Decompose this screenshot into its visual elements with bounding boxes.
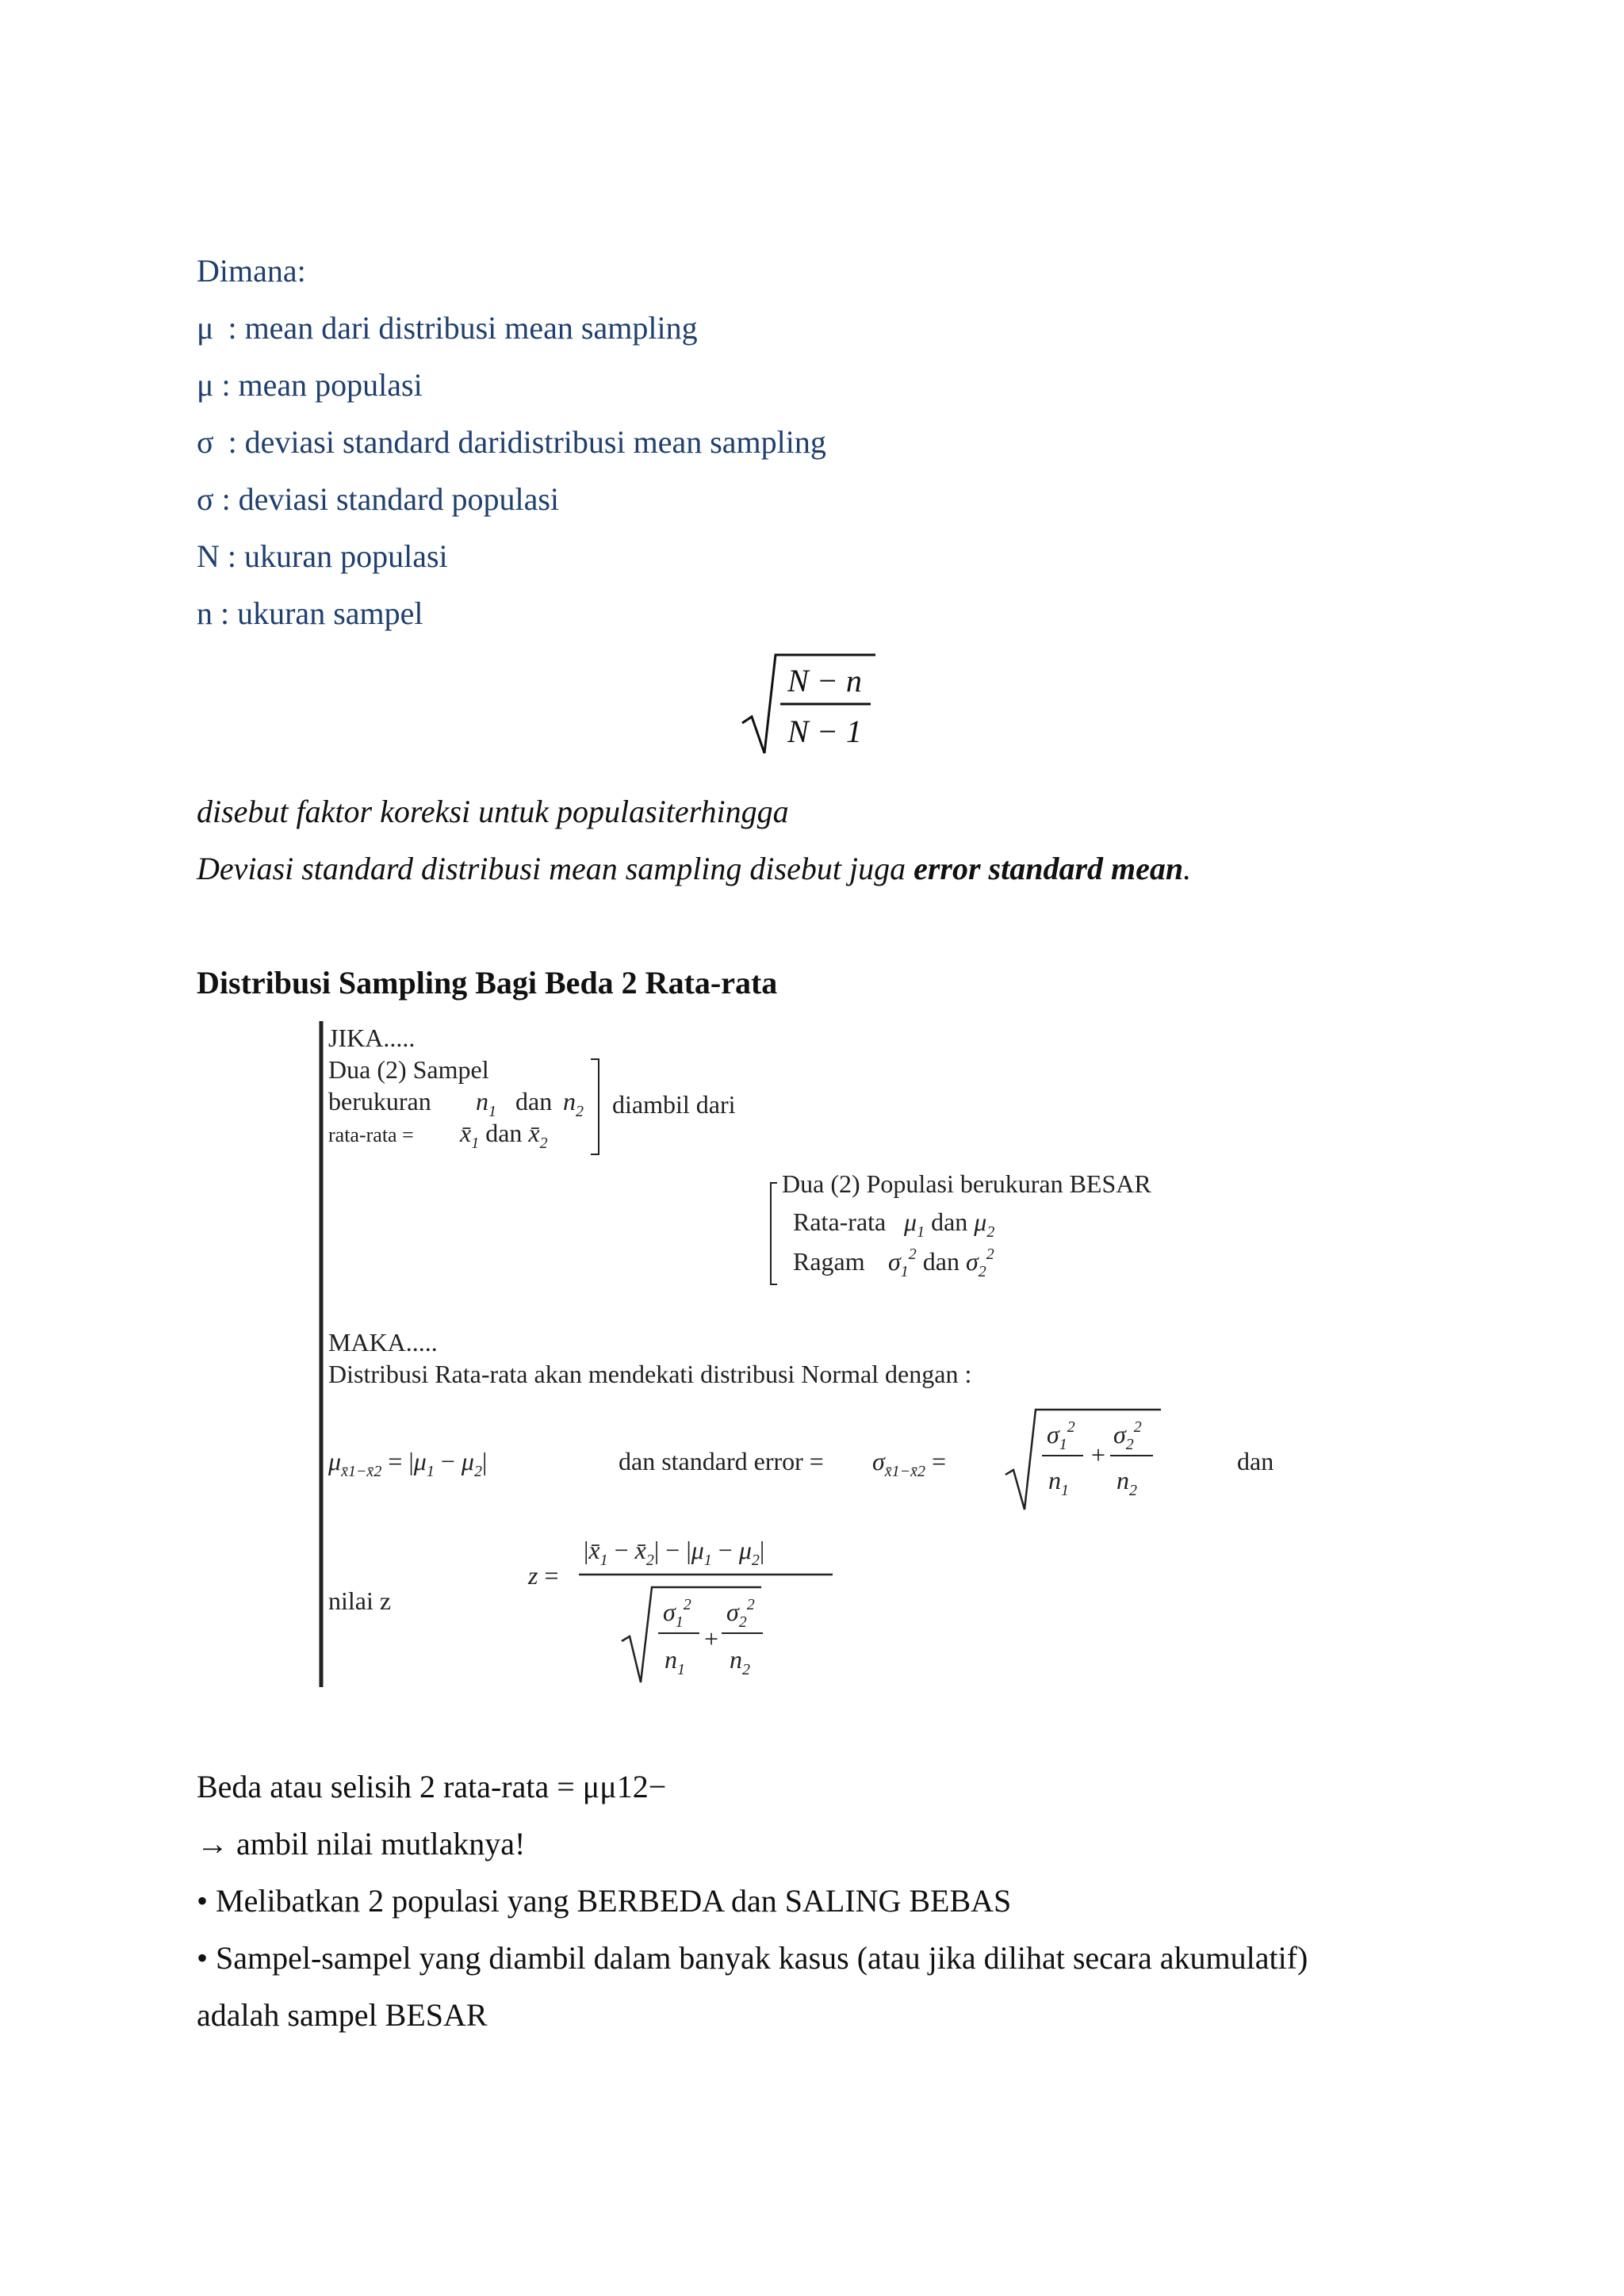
fig-z-den-term1-num: $\sigma_1^2$ [663, 1596, 691, 1631]
correction-factor-formula [737, 650, 880, 761]
fig-sigma-diff: $\sigma_{x̄1-x̄2}$ = [872, 1447, 947, 1480]
fig-z-den-term2-den: $n_2$ [730, 1645, 750, 1678]
fig-se-term1-den: $n_1$ [1048, 1466, 1069, 1499]
body-line: adalah sampel BESAR [197, 1997, 488, 2033]
definition-item: μ : mean populasi [197, 367, 423, 403]
formula-numerator: N − n [787, 663, 862, 698]
definition-item: μ : mean dari distribusi mean sampling [197, 310, 698, 346]
fig-rata-rata-2: Rata-rata [793, 1207, 887, 1236]
fig-std-error: dan standard error = [619, 1447, 824, 1475]
fig-z-den-term1-den: $n_1$ [665, 1645, 685, 1678]
correction-factor-note: disebut faktor koreksi untuk populasiterhingga [197, 794, 789, 829]
fig-z-equals: z = [528, 1561, 559, 1590]
formula-denominator: N − 1 [787, 714, 862, 749]
body-line: Beda atau selisih 2 rata-rata = μμ12− [197, 1769, 667, 1804]
body-line: → ambil nilai mutlaknya! [197, 1826, 526, 1862]
fig-distribusi: Distribusi Rata-rata akan mendekati distribusi Normal dengan : [328, 1360, 972, 1388]
fig-z-den-plus: + [704, 1624, 719, 1653]
fig-n2: $n_2$ [563, 1087, 584, 1120]
fig-populasi: Dua (2) Populasi berukuran BESAR [782, 1169, 1151, 1198]
fig-mean-diff: $\mu_{x̄1-x̄2} = |\mu_1 - \mu_2|$ [328, 1447, 488, 1480]
definition-item: N : ukuran populasi [197, 538, 448, 574]
fig-nilai-z: nilai z [328, 1586, 392, 1615]
body-line: • Melibatkan 2 populasi yang BERBEDA dan SALING BEBAS [197, 1883, 1012, 1919]
fig-z-den-term2-num: $\sigma_2^2$ [726, 1596, 755, 1631]
fig-se-term2-num: $\sigma_2^2$ [1113, 1418, 1142, 1453]
note-text: Deviasi standard distribusi mean sampling disebut juga [197, 851, 914, 886]
section-title: Distribusi Sampling Bagi Beda 2 Rata-rata [197, 965, 778, 1001]
definitions-header: Dimana: [197, 253, 306, 289]
definition-item: σ : deviasi standard populasi [197, 481, 560, 517]
fig-maka: MAKA..... [328, 1328, 438, 1357]
fig-berukuran: berukuran [328, 1087, 431, 1115]
body-line: • Sampel-sampel yang diambil dalam banyak kasus (atau jika dilihat secara akumulatif) [197, 1940, 1308, 1976]
definition-item: σ : deviasi standard daridistribusi mean sampling [197, 424, 826, 460]
fig-dua-sampel: Dua (2) Sampel [328, 1055, 489, 1084]
note-bold-term: error standard mean [914, 851, 1184, 886]
fig-se-plus: + [1091, 1441, 1106, 1469]
error-standard-note [197, 850, 1191, 888]
fig-dan-end: dan [1237, 1447, 1274, 1475]
fig-sigma-pair: $\sigma_1^2$ dan $\sigma_2^2$ [888, 1246, 994, 1280]
fig-dan-1: dan [515, 1087, 553, 1115]
fig-rata-rata: rata-rata = [328, 1123, 414, 1146]
fig-ragam: Ragam [793, 1247, 865, 1276]
definition-item: n : ukuran sampel [197, 595, 423, 631]
fig-mu-pair: $\mu_1$ dan $\mu_2$ [904, 1207, 995, 1241]
fig-n1: $n_1$ [476, 1087, 496, 1120]
fig-diambil-dari: diambil dari [612, 1090, 736, 1119]
fig-se-term1-num: $\sigma_1^2$ [1047, 1418, 1075, 1453]
note-suffix: . [1183, 851, 1192, 886]
fig-se-term2-den: $n_2$ [1116, 1466, 1137, 1499]
two-mean-sampling-figure [317, 1015, 1300, 1689]
fig-jika: JIKA..... [328, 1024, 416, 1052]
fig-xbar-pair: $x̄_1$ dan $x̄_2$ [460, 1119, 548, 1152]
fig-z-numerator: $|x̄_1$ − $x̄_2| - |\mu_1 - \mu_2|$ [584, 1536, 765, 1569]
